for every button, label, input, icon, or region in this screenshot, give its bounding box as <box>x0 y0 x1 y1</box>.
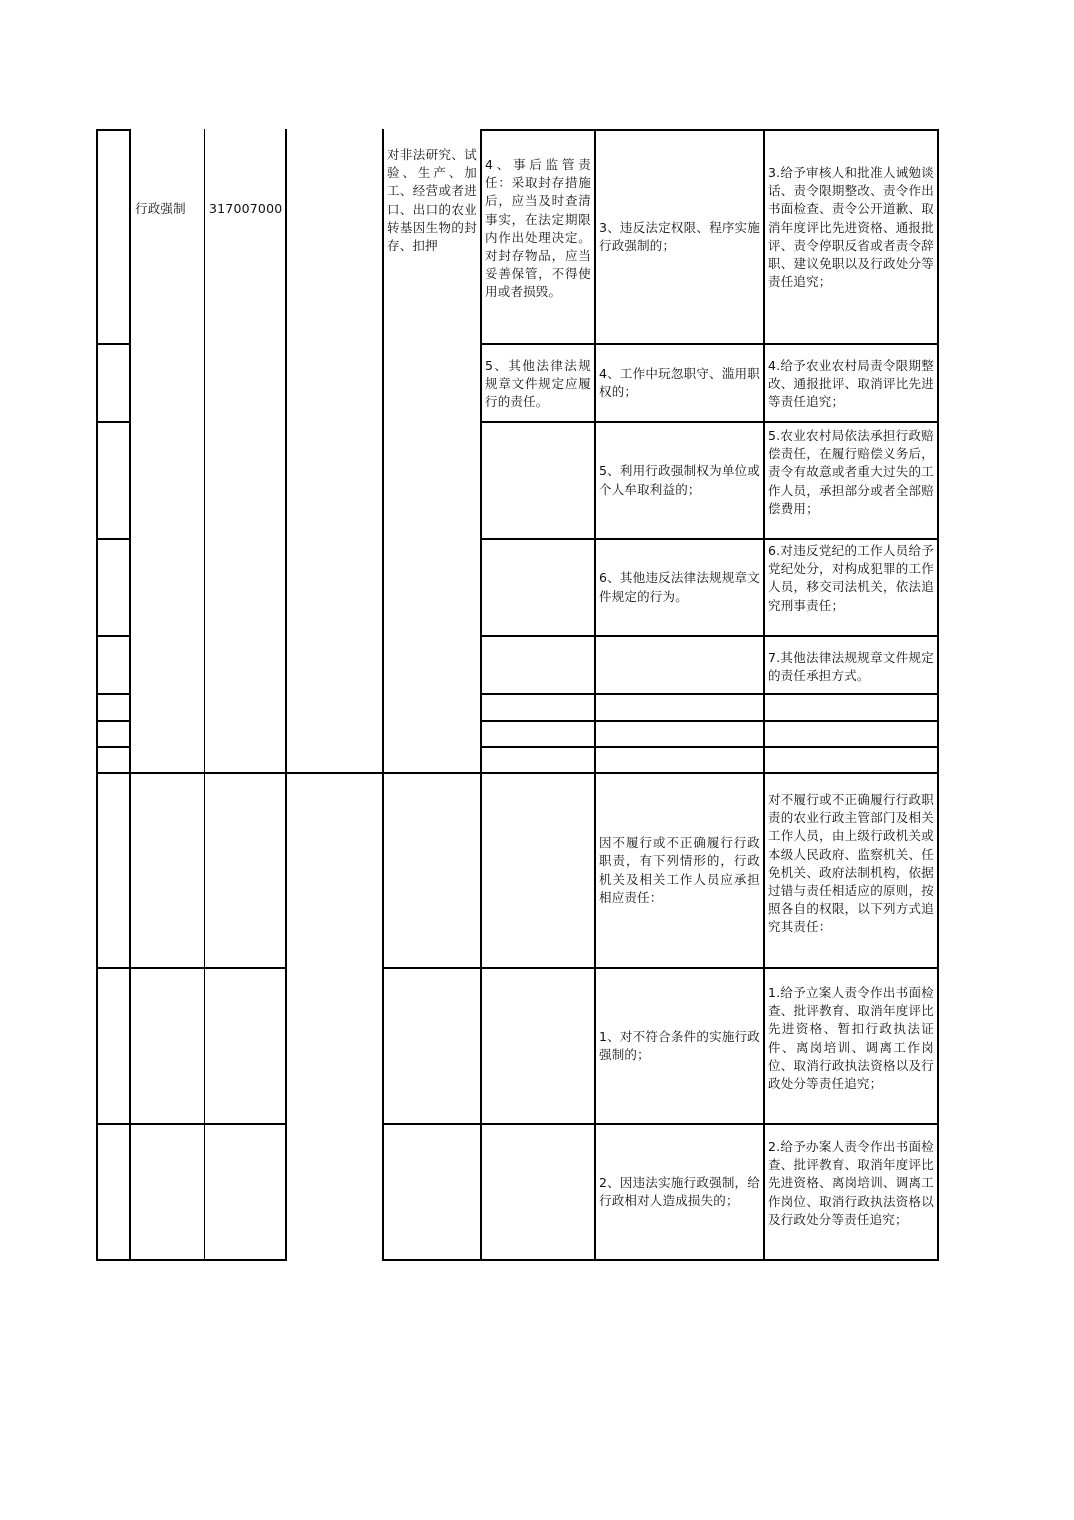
grid-line <box>96 421 131 423</box>
grid-line <box>937 129 939 1261</box>
accountability-cell <box>765 164 937 291</box>
accountability-text: 2.给予办案人责令作出书面检查、批评教育、取消年度评比先进资格、离岗培训、调离工作岗位、取消行政执法资格以及行政处分等责任追究； <box>768 1139 934 1227</box>
accountability-cell <box>765 542 937 615</box>
responsibility-cell <box>482 156 594 302</box>
situation-cell <box>596 540 763 635</box>
responsibility-text: 4、事后监管责任：采取封存措施后，应当及时查清事实，在法定期限内作出处理决定。对封存物品，应当妥善保管，不得使用或者损毁。 <box>485 157 591 300</box>
accountability-cell <box>765 427 937 518</box>
grid-line <box>96 635 131 637</box>
situation-cell <box>596 1125 763 1259</box>
situation-text: 4、工作中玩忽职守、滥用职权的； <box>599 365 760 399</box>
grid-line <box>96 538 131 540</box>
situation-cell <box>596 345 763 421</box>
situation-text: 5、利用行政强制权为单位或个人牟取利益的； <box>599 463 760 497</box>
situation-text: 6、其他违反法律法规规章文件规定的行为。 <box>599 570 760 604</box>
grid-line <box>480 720 939 722</box>
grid-line <box>96 1259 287 1261</box>
grid-line <box>96 129 98 1261</box>
power-type: 行政强制 <box>135 201 186 216</box>
grid-line <box>96 720 131 722</box>
situation-cell <box>596 969 763 1123</box>
accountability-cell <box>765 791 937 937</box>
accountability-cell <box>765 649 937 685</box>
grid-line <box>204 129 205 1261</box>
grid-line <box>96 693 131 695</box>
grid-line <box>96 343 131 345</box>
grid-line <box>96 746 131 748</box>
power-code: 317007000 <box>209 201 283 216</box>
situation-text: 因不履行或不正确履行行政职责，有下列情形的，行政机关及相关工作人员应承担相应责任： <box>599 835 760 905</box>
situation-cell <box>596 131 763 343</box>
grid-line <box>480 635 939 637</box>
power-type-cell <box>132 200 204 218</box>
accountability-text: 4.给予农业农村局责令限期整改、通报批评、取消评比先进等责任追究； <box>768 358 934 410</box>
situation-text: 1、对不符合条件的实施行政强制的； <box>599 1028 760 1062</box>
situation-text: 2、因违法实施行政强制，给行政相对人造成损失的； <box>599 1174 760 1208</box>
power-code-cell <box>206 200 285 218</box>
grid-line <box>480 746 939 748</box>
grid-line <box>382 1259 939 1261</box>
accountability-cell <box>765 357 937 412</box>
accountability-text: 1.给予立案人责令作出书面检查、批评教育、取消年度评比先进资格、暂扣行政执法证件、离岗培训、调离工作岗位、取消行政执法资格以及行政处分等责任追究； <box>768 985 934 1092</box>
grid-line <box>96 772 939 774</box>
grid-line <box>96 967 287 969</box>
power-subject-cell <box>384 146 480 255</box>
responsibility-cell <box>482 357 594 412</box>
grid-line <box>96 129 131 131</box>
situation-cell <box>596 774 763 967</box>
situation-text: 3、违反法定权限、程序实施行政强制的； <box>599 219 760 253</box>
accountability-text: 7.其他法律法规规章文件规定的责任承担方式。 <box>768 650 934 684</box>
power-subject: 对非法研究、试验、生产、加工、经营或者进口、出口的农业转基因生物的封存、扣押 <box>387 147 477 254</box>
accountability-text: 3.给予审核人和批准人诫勉谈话、责令限期整改、责令作出书面检查、责令公开道歉、取消年度评比先进资格、通报批评、责令停职反省或者责令辞职、建议免职以及行政处分等责任追究； <box>768 165 934 290</box>
grid-line <box>129 129 131 1261</box>
grid-line <box>480 693 939 695</box>
grid-line <box>382 129 384 1261</box>
accountability-cell <box>765 984 937 1093</box>
grid-line <box>285 129 287 1261</box>
accountability-text: 6.对违反党纪的工作人员给予党纪处分，对构成犯罪的工作人员，移交司法机关，依法追究刑事责任； <box>768 543 934 613</box>
accountability-cell <box>765 1138 937 1229</box>
situation-cell <box>596 423 763 538</box>
accountability-text: 对不履行或不正确履行行政职责的农业行政主管部门及相关工作人员，由上级行政机关或本级人民政府、监察机关、任免机关、政府法制机构，依据过错与责任相适应的原则，按照各自的权限，以下列方式追究其责任： <box>768 792 934 935</box>
responsibility-text: 5、其他法律法规规章文件规定应履行的责任。 <box>485 358 591 410</box>
grid-line <box>96 1123 287 1125</box>
accountability-text: 5.农业农村局依法承担行政赔偿责任，在履行赔偿义务后，责令有故意或者重大过失的工作人员，承担部分或者全部赔偿费用； <box>768 428 934 516</box>
